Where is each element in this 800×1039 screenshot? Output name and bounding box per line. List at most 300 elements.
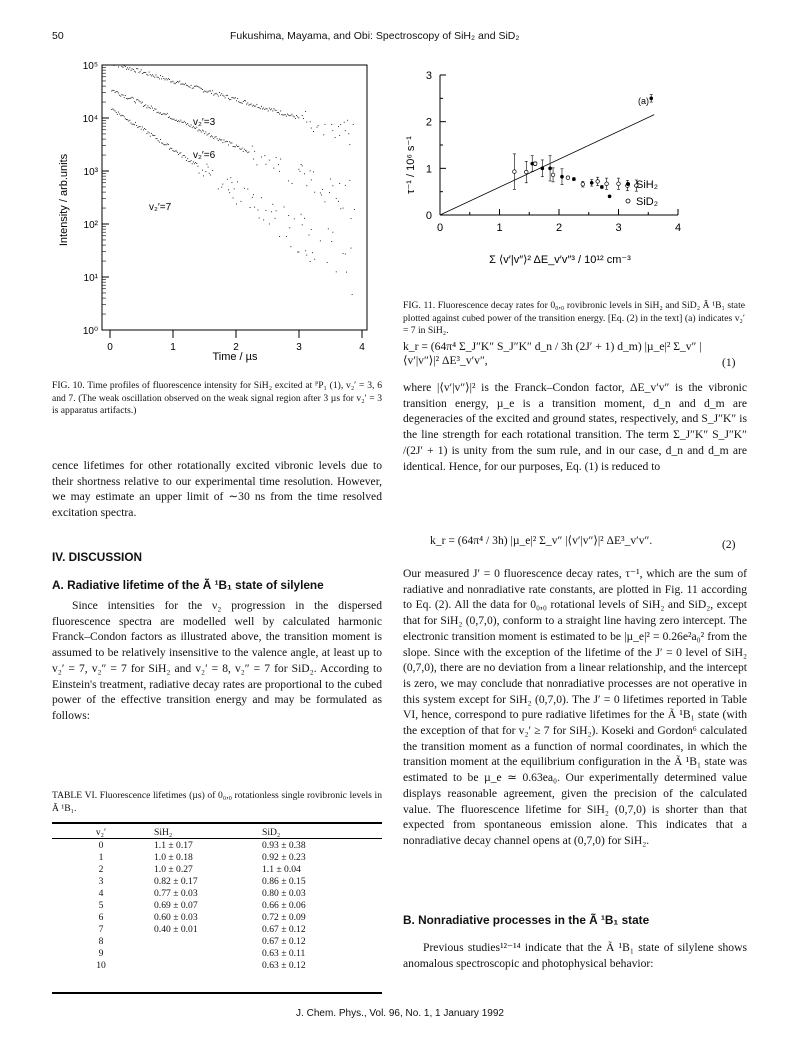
fig11-x-tick-label: 1 <box>496 222 503 234</box>
sih2-point <box>600 185 604 189</box>
decay-point <box>321 195 322 196</box>
left-para-1: cence lifetimes for other rotationally excited vibronic levels due to their shortness relative to our experimental time resolution. However, we may estimate an upper limit of ∼30 ns from the time resolved excitation spectra. <box>52 459 382 520</box>
decay-point <box>143 72 144 73</box>
decay-point <box>221 139 222 140</box>
decay-point <box>128 121 129 122</box>
decay-point <box>155 138 156 139</box>
table6-cell: 0.60 ± 0.03 <box>154 911 198 923</box>
decay-point <box>303 118 304 119</box>
equation-1: k_r = (64π⁴ Σ_J″K″ S_J″K″ d_n / 3h (2J′ + 1) d_m) |µ_e|² Σ_v″ |⟨v′|v″⟩|² ΔE³_v′v″, <box>403 340 702 367</box>
decay-point <box>289 115 290 116</box>
decay-point <box>178 82 179 83</box>
decay-point <box>205 131 206 132</box>
decay-point <box>302 224 303 225</box>
decay-point <box>320 240 321 241</box>
decay-point <box>320 192 321 193</box>
decay-point <box>301 214 302 215</box>
decay-point <box>141 103 142 104</box>
decay-point <box>324 124 325 125</box>
decay-point <box>243 151 244 152</box>
decay-point <box>171 148 172 149</box>
decay-point <box>247 189 248 190</box>
table6-cell <box>150 935 258 947</box>
decay-point <box>211 93 212 94</box>
decay-point <box>159 142 160 143</box>
decay-point <box>178 120 179 121</box>
legend-sih2-marker <box>626 182 630 186</box>
table6-cell: 0.80 ± 0.03 <box>262 887 306 899</box>
decay-point <box>248 105 249 106</box>
decay-point <box>332 232 333 233</box>
decay-point <box>208 167 209 168</box>
fig10-x-tick-label: 2 <box>233 342 239 353</box>
legend-sid2-label: SiD₂ <box>636 196 658 208</box>
decay-point <box>227 179 228 180</box>
table6-row <box>52 899 382 911</box>
fig10-y-tick-label: 10⁵ <box>82 61 98 72</box>
decay-point <box>219 139 220 140</box>
decay-point <box>161 143 162 144</box>
decay-point <box>317 127 318 128</box>
decay-point <box>199 129 200 130</box>
table6-cell: 2 <box>98 863 104 875</box>
decay-point <box>177 121 178 122</box>
decay-point <box>225 97 226 98</box>
decay-point <box>160 112 161 113</box>
decay-point <box>153 76 154 77</box>
decay-point <box>221 187 222 188</box>
decay-point <box>227 95 228 96</box>
decay-point <box>163 78 164 79</box>
subsection-heading-a: A. Radiative lifetime of the Ã ¹B₁ state of silylene <box>52 578 324 592</box>
decay-point <box>270 109 271 110</box>
decay-point <box>197 166 198 167</box>
decay-point <box>152 108 153 109</box>
decay-point <box>235 146 236 147</box>
decay-point <box>118 112 119 113</box>
decay-point <box>305 111 306 112</box>
decay-point <box>272 204 273 205</box>
decay-point <box>256 164 257 165</box>
decay-point <box>322 189 323 190</box>
decay-point <box>150 136 151 137</box>
decay-point <box>217 138 218 139</box>
decay-point <box>305 250 306 251</box>
decay-point <box>217 94 218 95</box>
decay-point <box>151 106 152 107</box>
fig10-y-tick-label: 10² <box>83 220 98 231</box>
table6-cell: 10 <box>96 959 106 971</box>
table6-cell: 3 <box>98 875 104 887</box>
decay-point <box>236 145 237 146</box>
decay-point <box>282 115 283 116</box>
decay-point <box>267 108 268 109</box>
decay-point <box>202 170 203 171</box>
decay-point <box>209 173 210 174</box>
decay-point <box>140 101 141 102</box>
decay-point <box>154 77 155 78</box>
decay-point <box>148 131 149 132</box>
decay-point <box>168 78 169 79</box>
decay-point <box>137 68 138 69</box>
decay-point <box>155 74 156 75</box>
decay-point <box>253 105 254 106</box>
legend-sid2-marker <box>626 199 630 203</box>
decay-point <box>199 87 200 88</box>
sih2-point <box>649 97 653 101</box>
decay-point <box>354 209 355 210</box>
decay-point <box>227 141 228 142</box>
decay-point <box>129 98 130 99</box>
table6-row <box>52 911 382 923</box>
decay-point <box>244 149 245 150</box>
decay-point <box>133 124 134 125</box>
decay-point <box>191 124 192 125</box>
decay-point <box>284 114 285 115</box>
decay-point <box>275 110 276 111</box>
decay-point <box>136 99 137 100</box>
decay-point <box>338 201 339 202</box>
decay-point <box>335 137 336 138</box>
decay-point <box>234 146 235 147</box>
table6-cell: 0.67 ± 0.12 <box>262 923 306 935</box>
decay-point <box>170 148 171 149</box>
decay-point <box>203 131 204 132</box>
decay-point <box>343 253 344 254</box>
fig10-y-label: Intensity / arb.units <box>58 153 70 247</box>
decay-point <box>135 102 136 103</box>
decay-point <box>250 207 251 208</box>
decay-point <box>209 133 210 134</box>
decay-point <box>197 86 198 87</box>
decay-point <box>175 83 176 84</box>
decay-point <box>241 149 242 150</box>
decay-point <box>294 218 295 219</box>
decay-point <box>289 227 290 228</box>
decay-point <box>273 168 274 169</box>
decay-point <box>269 160 270 161</box>
decay-point <box>161 78 162 79</box>
fig10-curve-label-v3: v₂′=3 <box>193 117 216 128</box>
fig10-y-axis <box>83 61 109 337</box>
decay-point <box>231 97 232 98</box>
decay-point <box>252 106 253 107</box>
fig10-decay-plot <box>55 60 385 370</box>
sih2-point <box>572 177 576 181</box>
decay-point <box>184 121 185 122</box>
sid2-point <box>566 176 570 180</box>
decay-point <box>150 108 151 109</box>
decay-point <box>265 164 266 165</box>
decay-point <box>351 218 352 219</box>
decay-point <box>168 117 169 118</box>
decay-point <box>142 73 143 74</box>
decay-point <box>207 135 208 136</box>
table6-cell: 0 <box>98 839 104 851</box>
decay-point <box>276 157 277 158</box>
decay-point <box>231 182 232 183</box>
decay-point <box>176 120 177 121</box>
decay-point <box>179 153 180 154</box>
decay-point <box>193 88 194 89</box>
decay-point <box>339 135 340 136</box>
decay-point <box>234 188 235 189</box>
decay-point <box>331 124 332 125</box>
decay-point <box>302 115 303 116</box>
fig10-y-tick-label: 10⁰ <box>82 326 98 337</box>
decay-point <box>237 181 238 182</box>
decay-point <box>166 114 167 115</box>
running-head: Fukushima, Mayama, and Obi: Spectroscopy of SiH₂ and SiD₂ <box>230 30 520 42</box>
decay-point <box>150 74 151 75</box>
decay-point <box>159 78 160 79</box>
decay-point <box>280 110 281 111</box>
decay-point <box>324 201 325 202</box>
decay-point <box>172 81 173 82</box>
decay-point <box>165 114 166 115</box>
left-para-2: Since intensities for the ν₂ progression in the dispersed fluorescence spectra are modelled well by calculated harmonic Franck–Condon factors as illustrated above, the transition moment is assumed to be relatively insensitive to the valence angle, at least up to v₂′ = 7, v₂″ = 7 for SiH₂ and v₂′ = 8, v₂″ = 7 for SiD₂. According to Einstein's treatment, radiative decay rates are proportional to the cubed power of the effective transition energy and may be formulated as follows: <box>52 599 382 722</box>
decay-point <box>222 184 223 185</box>
decay-point <box>246 151 247 152</box>
decay-point <box>129 120 130 121</box>
sid2-point <box>533 162 537 166</box>
decay-point <box>157 77 158 78</box>
fig11-x-tick-label: 4 <box>674 222 682 234</box>
table6-cell: 0.69 ± 0.07 <box>154 899 198 911</box>
decay-point <box>145 72 146 73</box>
sid2-point <box>617 182 621 186</box>
decay-point <box>248 152 249 153</box>
decay-point <box>179 121 180 122</box>
table6-cell: 0.72 ± 0.09 <box>262 911 306 923</box>
decay-point <box>146 107 147 108</box>
decay-point <box>196 86 197 87</box>
decay-point <box>219 92 220 93</box>
decay-point <box>191 85 192 86</box>
table6 <box>52 826 382 971</box>
decay-point <box>254 151 255 152</box>
table6-cell: 8 <box>98 935 104 947</box>
decay-point <box>233 198 234 199</box>
decay-point <box>298 117 299 118</box>
decay-point <box>314 259 315 260</box>
decay-point <box>318 125 319 126</box>
decay-point <box>312 252 313 253</box>
decay-point <box>340 208 341 209</box>
decay-point <box>123 67 124 68</box>
decay-point <box>114 90 115 91</box>
decay-point <box>148 105 149 106</box>
decay-point <box>311 229 312 230</box>
decay-point <box>141 129 142 130</box>
fig10-y-tick-label: 10⁴ <box>82 114 98 125</box>
decay-point <box>349 144 350 145</box>
decay-point <box>279 171 280 172</box>
decay-point <box>347 120 348 121</box>
decay-point <box>153 110 154 111</box>
decay-point <box>243 101 244 102</box>
decay-point <box>171 118 172 119</box>
decay-point <box>127 67 128 68</box>
decay-point <box>276 210 277 211</box>
decay-point <box>168 144 169 145</box>
decay-point <box>339 183 340 184</box>
decay-point <box>213 138 214 139</box>
decay-point <box>311 179 312 180</box>
decay-point <box>157 112 158 113</box>
decay-point <box>124 65 125 66</box>
fig11-plot-area <box>426 70 681 234</box>
table6-row <box>52 947 382 959</box>
decay-point <box>306 255 307 256</box>
decay-point <box>293 116 294 117</box>
sid2-point <box>605 182 609 186</box>
decay-point <box>255 106 256 107</box>
decay-point <box>128 69 129 70</box>
legend-sih2-label: SiH₂ <box>636 179 658 191</box>
decay-point <box>310 121 311 122</box>
decay-point <box>237 146 238 147</box>
decay-point <box>349 180 350 181</box>
decay-point <box>143 106 144 107</box>
decay-point <box>288 180 289 181</box>
decay-point <box>187 158 188 159</box>
decay-point <box>351 248 352 249</box>
fig11-y-tick-label: 3 <box>425 70 432 82</box>
decay-point <box>169 116 170 117</box>
table6-row <box>52 959 382 971</box>
sih2-point <box>541 167 545 171</box>
table6-header-v: v₂′ <box>95 826 107 838</box>
decay-point <box>261 106 262 107</box>
decay-point <box>138 126 139 127</box>
decay-point <box>247 103 248 104</box>
decay-point <box>112 108 113 109</box>
decay-point <box>286 236 287 237</box>
decay-point <box>180 152 181 153</box>
decay-point <box>344 122 345 123</box>
decay-point <box>298 169 299 170</box>
decay-point <box>153 135 154 136</box>
decay-point <box>212 170 213 171</box>
decay-point <box>330 179 331 180</box>
decay-trace-v6 <box>111 90 355 219</box>
decay-point <box>242 103 243 104</box>
decay-point <box>298 252 299 253</box>
fig11-x-tick-label: 3 <box>615 222 622 234</box>
decay-point <box>125 95 126 96</box>
table6-cell: 1.0 ± 0.18 <box>154 851 193 863</box>
decay-point <box>186 124 187 125</box>
decay-point <box>202 130 203 131</box>
decay-point <box>329 192 330 193</box>
fig10-x-tick-label: 3 <box>296 342 302 353</box>
decay-point <box>174 151 175 152</box>
decay-point <box>245 100 246 101</box>
decay-point <box>154 135 155 136</box>
decay-point <box>269 224 270 225</box>
decay-point <box>228 189 229 190</box>
decay-point <box>151 75 152 76</box>
decay-point <box>187 123 188 124</box>
decay-point <box>125 66 126 67</box>
decay-point <box>258 210 259 211</box>
table6-cell <box>150 947 258 959</box>
decay-point <box>183 84 184 85</box>
fig10-curve-label-v7: v₂′=7 <box>149 202 172 213</box>
equation-2: k_r = (64π⁴ / 3h) |µ_e|² Σ_v″ |⟨v′|v″⟩|² ΔE³_v′v″. <box>430 534 653 547</box>
decay-point <box>346 272 347 273</box>
decay-point <box>145 129 146 130</box>
sih2-point <box>560 175 564 179</box>
decay-point <box>207 164 208 165</box>
decay-point <box>230 177 231 178</box>
decay-point <box>120 96 121 97</box>
decay-point <box>195 162 196 163</box>
fig10-x-axis <box>107 330 365 353</box>
decay-point <box>222 95 223 96</box>
table6-cell: 5 <box>98 899 104 911</box>
decay-point <box>157 138 158 139</box>
decay-point <box>277 112 278 113</box>
decay-point <box>332 130 333 131</box>
decay-point <box>132 68 133 69</box>
decay-point <box>245 150 246 151</box>
decay-point <box>236 204 237 205</box>
fig10-x-tick-label: 0 <box>107 342 113 353</box>
table6-rule-top <box>52 822 382 824</box>
decay-point <box>121 115 122 116</box>
table6-cell: 0.92 ± 0.23 <box>262 851 306 863</box>
decay-point <box>167 143 168 144</box>
decay-point <box>229 192 230 193</box>
fig11-decay-rate-plot <box>400 60 700 285</box>
decay-point <box>250 104 251 105</box>
decay-point <box>271 108 272 109</box>
decay-point <box>210 91 211 92</box>
decay-point <box>174 119 175 120</box>
decay-point <box>345 254 346 255</box>
decay-point <box>158 140 159 141</box>
decay-point <box>253 159 254 160</box>
table6-row <box>52 839 382 852</box>
decay-point <box>276 110 277 111</box>
decay-point <box>123 115 124 116</box>
decay-point <box>155 109 156 110</box>
decay-point <box>204 133 205 134</box>
decay-point <box>253 194 254 195</box>
decay-point <box>254 207 255 208</box>
decay-point <box>263 108 264 109</box>
decay-point <box>171 81 172 82</box>
decay-point <box>176 82 177 83</box>
decay-point <box>204 91 205 92</box>
decay-point <box>188 86 189 87</box>
decay-point <box>175 151 176 152</box>
decay-point <box>226 141 227 142</box>
decay-point <box>126 69 127 70</box>
decay-point <box>234 98 235 99</box>
decay-point <box>182 84 183 85</box>
decay-point <box>187 85 188 86</box>
right-para-2: Our measured J′ = 0 fluorescence decay rates, τ⁻¹, which are the sum of radiative and nonradiative rate constants, are plotted in Fig. 11 according to Eq. (2). All the data for 0₀,₀ rotational levels of SiH₂ and SiD₂, except that for SiH₂ (0,7,0), conform to a straight line having zero intercept. The electronic transition moment is estimated to be |µ_e|² = 0.26e²a₀² from the slope. Since with the exception of the lifetime of the J′ = 0 level of SiH₂ (0,7,0), there are no deviation from a linear relationship, and the intercept is zero, we may conclude that nonradiative processes are not operative in this system except for SiH₂ (0,7,0). The J′ = 0 lifetimes reported in Table VI, hence, correspond to pure radiative lifetimes for the Ã ¹B₁ state (with the exception of that for v₂′ ≥ 7 for SiH₂). Koseki and Gordon⁶ calculated the transition moment as a function of normal coordinates, in which the transition moment at the equilibrium configuration in the Ã ¹B₁ state was estimated to be µ_e ≃ 0.63ea₀. Our experimentally determined value displays reasonable agreement, given the precision of the calculated value. The fluorescence lifetime for SiH₂ (0,7,0) is shorter than that expected from spontaneous emission alone. This indicates that a nonradiative decay channel opens at (0,7,0) for SiH₂. <box>403 567 747 847</box>
decay-point <box>194 86 195 87</box>
decay-point <box>111 109 112 110</box>
table6-cell: 1.1 ± 0.17 <box>154 839 193 851</box>
decay-point <box>136 68 137 69</box>
decay-point <box>271 211 272 212</box>
decay-point <box>218 140 219 141</box>
